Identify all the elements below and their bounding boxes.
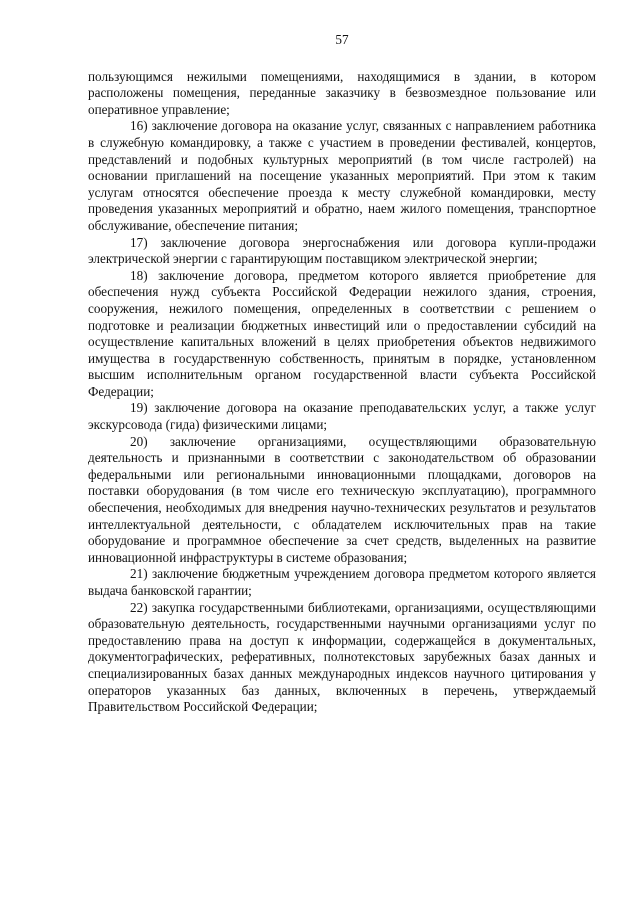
paragraph-item-17: 17) заключение договора энергоснабжения или договора купли-продажи электрической энергии с гарантирующим поставщиком электрической энергии; — [88, 234, 596, 267]
paragraph-item-21: 21) заключение бюджетным учреждением договора предметом которого является выдача банковской гарантии; — [88, 566, 596, 598]
page-number: 57 — [335, 32, 349, 47]
paragraph-item-18: 18) заключение договора, предметом которого является приобретение для обеспечения нужд субъекта Российской Федерации нежилого здания, строения, сооружения, нежилого помещения, определенных в соответствии с решением о подготовке и реализации бюджетных инвестиций или о предоставлении субсидий на осуществление капитальных вложений в целях приобретения объектов недвижимого имущества в государственную собственность, принятым в порядке, установленном высшим исполнительным органом государственной власти субъекта Российской Федерации; — [88, 267, 596, 399]
paragraph-item-16: 16) заключение договора на оказание услуг, связанных с направлением работника в служебную командировку, а также с участием в проведении фестивалей, концертов, представлений и подобных культурных мероприятий (в том числе гастролей) на основании приглашений на посещение указанных мероприятий. При этом к таким услугам относятся обеспечение проезда к месту служебной командировки, месту проведения указанных мероприятий и обратно, наем жилого помещения, транспортное обслуживание, обеспечение питания; — [88, 118, 596, 233]
document-page — [88, 32, 596, 716]
paragraph-item-19: 19) заключение договора на оказание преподавательских услуг, а также услуг экскурсовода (гида) физическими лицами; — [88, 400, 596, 433]
paragraph-continuation: пользующимся нежилыми помещениями, находящимися в здании, в котором расположены помещения, переданные заказчику в безвозмездное пользование или оперативное управление; — [88, 68, 596, 117]
paragraph-item-22: 22) закупка государственными библиотеками, организациями, осуществляющими образовательную деятельность, государственными научными организациями услуг по предоставлению права на доступ к информации, содержащейся в документальных, документографических, реферативных, полнотекстовых зарубежных базах данных и специализированных базах данных международных индексов научного цитирования у операторов указанных баз данных, включенных в перечень, утверждаемый Правительством Российской Федерации; — [88, 599, 596, 715]
paragraph-item-20: 20) заключение организациями, осуществляющими образовательную деятельность и признанными в соответствии с законодательством об образовании федеральными или региональными инновационными площадками, договоров на поставки оборудования (в том числе его техническую эксплуатацию), программного обеспечения, необходимых для внедрения научно-технических результатов и результатов интеллектуальной деятельности, с обладателем исключительных прав на такие оборудование и программное обеспечение за счет средств, выделенных на развитие инновационной инфраструктуры в системе образования; — [88, 433, 596, 565]
